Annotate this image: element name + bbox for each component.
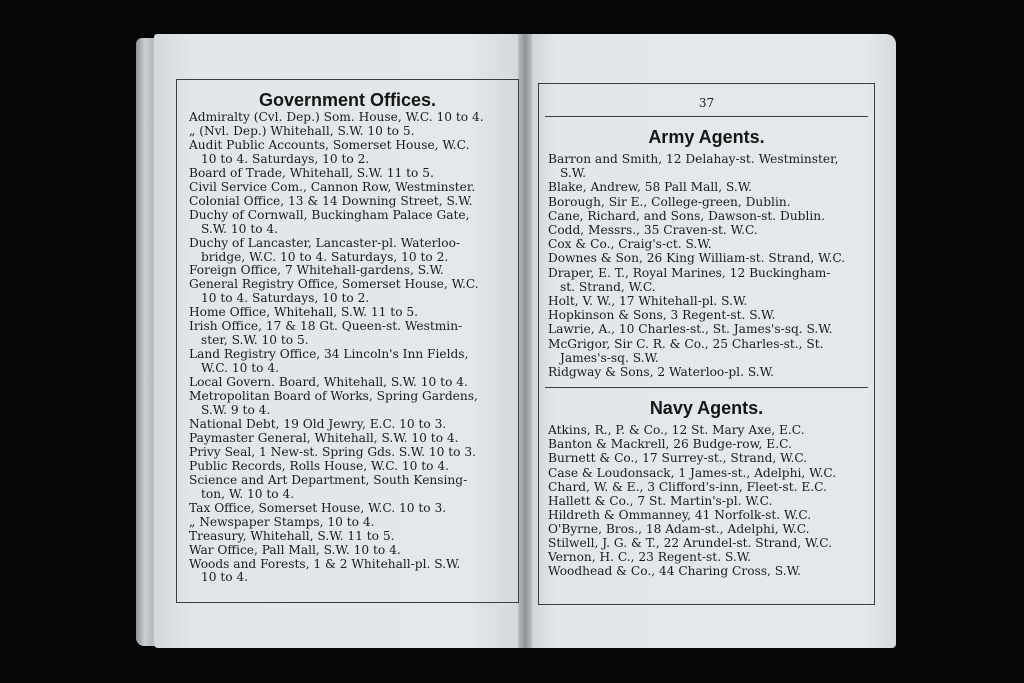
list-item	[548, 494, 874, 508]
list-item	[189, 195, 518, 209]
list-item	[548, 522, 874, 536]
entry-continuation: James's-sq. S.W.	[560, 350, 659, 365]
list-item	[189, 306, 518, 320]
list-item	[548, 266, 874, 294]
list-item	[548, 195, 874, 209]
entry-text: Privy Seal, 1 New-st. Spring Gds. S.W. 10 to 3.	[189, 444, 476, 459]
entry-text: Metropolitan Board of Works, Spring Gardens,	[189, 389, 478, 404]
entry-text: Cox & Co., Craig's-ct. S.W.	[548, 237, 712, 252]
entry-text: Civil Service Com., Cannon Row, Westminster.	[189, 179, 476, 194]
list-item	[189, 348, 518, 376]
entry-text: Draper, E. T., Royal Marines, 12 Buckingham-	[548, 265, 831, 280]
entry-text: Local Govern. Board, Whitehall, S.W. 10 to 4.	[189, 375, 468, 390]
list-item	[548, 550, 874, 564]
entry-text: Board of Trade, Whitehall, S.W. 11 to 5.	[189, 165, 434, 180]
entry-text: Stilwell, J. G. & T., 22 Arundel-st. Strand, W.C.	[548, 536, 833, 550]
entry-text: Foreign Office, 7 Whitehall-gardens, S.W.	[189, 263, 444, 278]
list-item	[189, 558, 518, 586]
list-item	[548, 480, 874, 494]
entry-text: Land Registry Office, 34 Lincoln's Inn Fields,	[189, 347, 469, 362]
entry-continuation: S.W.	[560, 166, 587, 181]
list-item	[189, 516, 518, 530]
page-number: 37	[698, 96, 715, 110]
list-item	[548, 180, 874, 194]
entry-text: Science and Art Department, South Kensing-	[189, 472, 468, 487]
list-item	[189, 139, 518, 167]
entry-text: Cane, Richard, and Sons, Dawson-st. Dublin.	[548, 208, 825, 223]
list-item	[548, 223, 874, 237]
entry-text: Downes & Son, 26 King William-st. Strand, W.C.	[548, 251, 846, 266]
entry-text: Atkins, R., P. & Co., 12 St. Mary Axe, E.C.	[548, 423, 805, 438]
list-item	[548, 294, 874, 308]
entry-text: Chard, W. & E., 3 Clifford's-inn, Fleet-st. E.C.	[548, 479, 827, 494]
entry-text: O'Byrne, Bros., 18 Adam-st., Adelphi, W.C.	[548, 521, 810, 536]
entry-text: Hildreth & Ommanney, 41 Norfolk-st. W.C.	[548, 507, 812, 522]
list-item	[548, 437, 874, 451]
list-item	[548, 237, 874, 251]
entry-text: „ Newspaper Stamps, 10 to 4.	[189, 514, 375, 529]
list-item	[548, 466, 874, 480]
government-offices-list	[177, 111, 518, 585]
entry-text: Blake, Andrew, 58 Pall Mall, S.W.	[548, 180, 753, 195]
book-gutter	[518, 34, 532, 648]
list-item	[548, 308, 874, 322]
list-item	[189, 446, 518, 460]
list-item	[189, 111, 518, 125]
list-item	[548, 423, 874, 437]
entry-text: Codd, Messrs., 35 Craven-st. W.C.	[548, 223, 758, 238]
army-agents-heading: Army Agents.	[648, 127, 765, 147]
entry-text: Paymaster General, Whitehall, S.W. 10 to 4.	[189, 430, 459, 445]
army-agents-list	[539, 152, 874, 379]
entry-text: Hopkinson & Sons, 3 Regent-st. S.W.	[548, 308, 776, 323]
entry-text: Ridgway & Sons, 2 Waterloo-pl. S.W.	[548, 365, 774, 380]
left-page-frame	[176, 79, 519, 603]
list-item	[548, 337, 874, 365]
list-item	[548, 564, 874, 578]
list-item	[189, 264, 518, 278]
list-item	[189, 320, 518, 348]
list-item	[189, 125, 518, 139]
list-item	[189, 209, 518, 237]
list-item	[189, 237, 518, 265]
list-item	[548, 251, 874, 265]
entry-text: Woods and Forests, 1 & 2 Whitehall-pl. S.W.	[189, 556, 461, 571]
entry-continuation: ster, S.W. 10 to 5.	[201, 333, 309, 348]
list-item	[189, 474, 518, 502]
entry-continuation: ton, W. 10 to 4.	[201, 486, 295, 501]
government-offices-heading: Government Offices.	[258, 90, 437, 110]
entry-text: Vernon, H. C., 23 Regent-st. S.W.	[548, 550, 751, 565]
entry-text: Duchy of Cornwall, Buckingham Palace Gate,	[189, 207, 470, 222]
entry-text: Home Office, Whitehall, S.W. 11 to 5.	[189, 305, 419, 320]
entry-text: Treasury, Whitehall, S.W. 11 to 5.	[189, 528, 395, 543]
entry-text: Tax Office, Somerset House, W.C. 10 to 3.	[189, 500, 447, 515]
list-item	[548, 365, 874, 379]
entry-text: Audit Public Accounts, Somerset House, W.C.	[189, 137, 470, 152]
entry-continuation: 10 to 4.	[201, 570, 249, 585]
entry-text: Holt, V. W., 17 Whitehall-pl. S.W.	[548, 294, 748, 309]
list-item	[189, 278, 518, 306]
entry-text: Banton & Mackrell, 26 Budge-row, E.C.	[548, 437, 792, 452]
list-item	[189, 181, 518, 195]
entry-continuation: st. Strand, W.C.	[560, 279, 656, 294]
list-item	[548, 209, 874, 223]
list-item	[548, 152, 874, 180]
army-agents-section	[539, 152, 874, 387]
list-item	[189, 544, 518, 558]
entry-text: National Debt, 19 Old Jewry, E.C. 10 to 3.	[189, 416, 447, 431]
list-item	[189, 502, 518, 516]
entry-text: War Office, Pall Mall, S.W. 10 to 4.	[189, 542, 401, 557]
entry-continuation: bridge, W.C. 10 to 4. Saturdays, 10 to 2.	[201, 249, 449, 264]
entry-continuation: W.C. 10 to 4.	[201, 361, 280, 376]
list-item	[548, 451, 874, 465]
entry-text: Borough, Sir E., College-green, Dublin.	[548, 194, 791, 209]
entry-text: Barron and Smith, 12 Delahay-st. Westminster,	[548, 152, 839, 166]
entry-text: Woodhead & Co., 44 Charing Cross, S.W.	[548, 564, 801, 579]
list-item	[548, 322, 874, 336]
entry-continuation: S.W. 9 to 4.	[201, 403, 271, 418]
entry-text: Case & Loudonsack, 1 James-st., Adelphi, W.C.	[548, 465, 837, 480]
list-item	[189, 418, 518, 432]
list-item	[189, 460, 518, 474]
list-item	[548, 536, 874, 550]
entry-text: Admiralty (Cvl. Dep.) Som. House, W.C. 10 to 4.	[189, 110, 484, 124]
entry-text: „ (Nvl. Dep.) Whitehall, S.W. 10 to 5.	[189, 123, 415, 138]
entry-text: General Registry Office, Somerset House, W.C.	[189, 277, 479, 292]
entry-continuation: 10 to 4. Saturdays, 10 to 2.	[201, 291, 370, 306]
list-item	[189, 530, 518, 544]
navy-agents-list	[539, 423, 874, 578]
entry-text: McGrigor, Sir C. R. & Co., 25 Charles-st., St.	[548, 336, 824, 351]
entry-text: Colonial Office, 13 & 14 Downing Street, S.W.	[189, 193, 473, 208]
list-item	[189, 390, 518, 418]
right-page-frame	[538, 83, 875, 605]
entry-text: Burnett & Co., 17 Surrey-st., Strand, W.C.	[548, 451, 808, 466]
entry-text: Lawrie, A., 10 Charles-st., St. James's-sq. S.W.	[548, 322, 833, 337]
entry-text: Duchy of Lancaster, Lancaster-pl. Waterloo-	[189, 235, 461, 250]
list-item	[189, 167, 518, 181]
list-item	[189, 376, 518, 390]
entry-text: Hallett & Co., 7 St. Martin's-pl. W.C.	[548, 493, 773, 508]
entry-continuation: 10 to 4. Saturdays, 10 to 2.	[201, 151, 370, 166]
list-item	[189, 432, 518, 446]
navy-agents-heading: Navy Agents.	[649, 398, 764, 419]
entry-continuation: S.W. 10 to 4.	[201, 221, 279, 236]
list-item	[548, 508, 874, 522]
entry-text: Public Records, Rolls House, W.C. 10 to 4.	[189, 458, 450, 473]
entry-text: Irish Office, 17 & 18 Gt. Queen-st. Westmin-	[189, 319, 463, 334]
